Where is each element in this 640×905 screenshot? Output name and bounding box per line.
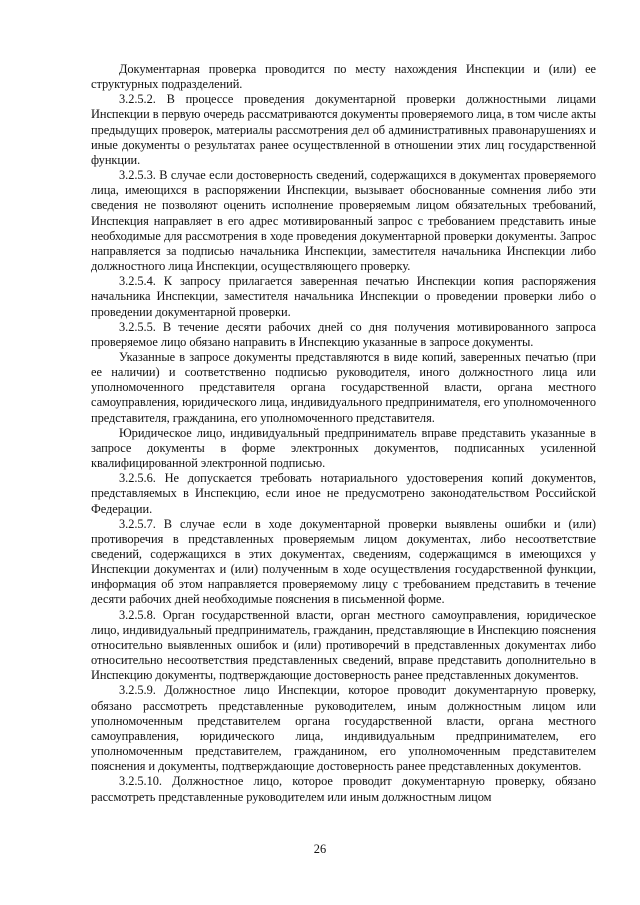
- paragraph-intro: Документарная проверка проводится по месту нахождения Инспекции и (или) ее структурных подразделений.: [91, 62, 596, 92]
- paragraph-3-2-5-6: 3.2.5.6. Не допускается требовать нотариального удостоверения копий документов, представляемых в Инспекцию, если иное не предусмотрено законодательством Российской Федерации.: [91, 471, 596, 516]
- paragraph-3-2-5-9: 3.2.5.9. Должностное лицо Инспекции, которое проводит документарную проверку, обязано рассмотреть представленные руководителем, иным должностным лицом или уполномоченным представителем органа государственной власти, органа местного самоуправления, юридического лица, индивидуальным предпринимателем, его уполномоченным представителем, гражданином, его уполномоченным представителем пояснения и документы, подтверждающие достоверность ранее представленных документов.: [91, 683, 596, 774]
- paragraph-3-2-5-2: 3.2.5.2. В процессе проведения документарной проверки должностными лицами Инспекции в первую очередь рассматриваются документы проверяемого лица, в том числе акты предыдущих проверок, материалы рассмотрения дел об административных правонарушениях и иные документы о результатах ранее осуществленной в отношении этих лиц государственной функции.: [91, 92, 596, 167]
- paragraph-copies: Указанные в запросе документы представляются в виде копий, заверенных печатью (при ее наличии) и соответственно подписью руководителя, иного должностного лица или уполномоченного представителя органа государственной власти, органа местного самоуправления, юридического лица, индивидуального предпринимателя, его уполномоченного представителя, гражданина, его уполномоченного представителя.: [91, 349, 596, 425]
- paragraph-3-2-5-4: 3.2.5.4. К запросу прилагается заверенная печатью Инспекции копия распоряжения начальника Инспекции, заместителя начальника Инспекции о проведении проверки либо о проведении документарной проверки.: [91, 274, 596, 319]
- paragraph-3-2-5-5: 3.2.5.5. В течение десяти рабочих дней со дня получения мотивированного запроса проверяемое лицо обязано направить в Инспекцию указанные в запросе документы.: [91, 319, 596, 349]
- page-number: 26: [313, 842, 327, 856]
- document-page: [91, 62, 596, 805]
- paragraph-3-2-5-10: 3.2.5.10. Должностное лицо, которое проводит документарную проверку, обязано рассмотреть представленные руководителем или иным должностным лицом: [91, 774, 596, 804]
- paragraph-3-2-5-8: 3.2.5.8. Орган государственной власти, орган местного самоуправления, юридическое лицо, индивидуальный предприниматель, гражданин, представляющие в Инспекцию пояснения относительно выявленных ошибок и (или) противоречий в представленных документах либо относительно несоответствия представленных сведений, вправе представить дополнительно в Инспекцию документы, подтверждающие достоверность ранее представленных документов.: [91, 607, 596, 683]
- paragraph-3-2-5-3: 3.2.5.3. В случае если достоверность сведений, содержащихся в документах проверяемого лица, имеющихся в распоряжении Инспекции, вызывает обоснованные сомнения либо эти сведения не позволяют оценить исполнение проверяемым лицом обязательных требований, Инспекция направляет в его адрес мотивированный запрос с требованием представить иные необходимые для рассмотрения в ходе проведения документарной проверки документы. Запрос направляется за подписью начальника Инспекции, заместителя начальника Инспекции либо должностного лица Инспекции, осуществляющего проверку.: [91, 168, 596, 274]
- paragraph-3-2-5-7: 3.2.5.7. В случае если в ходе документарной проверки выявлены ошибки и (или) противоречия в представленных проверяемым лицом документах, либо несоответствие сведений, содержащихся в этих документах, сведениям, содержащимся в имеющихся у Инспекции документах и (или) полученным в ходе осуществления государственной функции, информация об этом направляется проверяемому лицу с требованием представить в течение десяти рабочих дней необходимые пояснения в письменной форме.: [91, 516, 596, 607]
- paragraph-electronic: Юридическое лицо, индивидуальный предприниматель вправе представить указанные в запросе документы в форме электронных документов, подписанных усиленной квалифицированной электронной подписью.: [91, 425, 596, 471]
